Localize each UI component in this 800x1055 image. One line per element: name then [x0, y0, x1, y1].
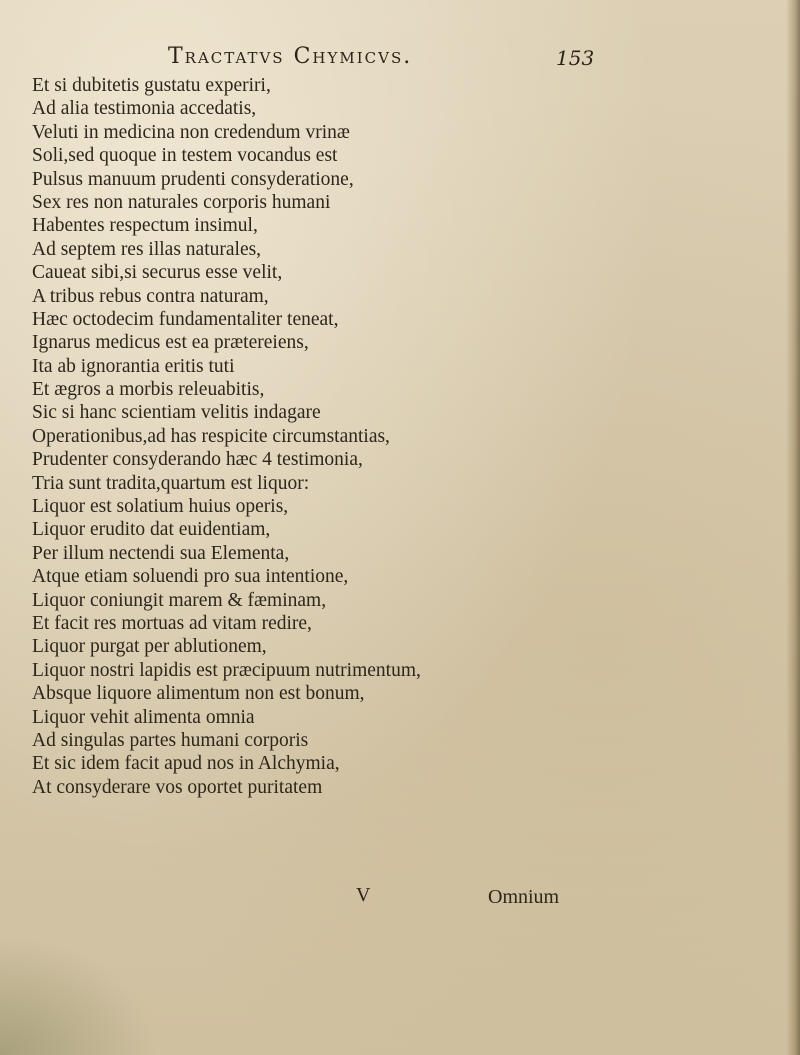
- text-line: Liquor coniungit marem & fæminam,: [32, 589, 327, 611]
- text-line: Ita ab ignorantia eritis tuti: [32, 355, 235, 377]
- text-line: Per illum nectendi sua Elementa,: [32, 542, 290, 564]
- text-line: Veluti in medicina non credendum vrinæ: [32, 121, 350, 143]
- text-line: Et si dubitetis gustatu experiri,: [32, 75, 271, 96]
- text-line: A tribus rebus contra naturam,: [32, 285, 269, 307]
- text-line: Et sic idem facit apud nos in Alchymia,: [32, 753, 340, 775]
- text-line: Soli,sed quoque in testem vocandus est: [32, 145, 338, 167]
- text-line: Caueat sibi,si securus esse velit,: [32, 262, 283, 284]
- text-line: Et ægros a morbis releuabitis,: [32, 379, 265, 401]
- page-footer: [0, 884, 800, 914]
- text-line: Liquor vehit alimenta omnia: [32, 706, 255, 728]
- text-line: Ad septem res illas naturales,: [32, 238, 262, 260]
- signature-mark: V: [356, 884, 371, 906]
- text-line: Liquor purgat per ablutionem,: [32, 636, 267, 658]
- catchword: Omnium: [488, 886, 560, 908]
- text-line: Absque liquore alimentum non est bonum,: [32, 683, 365, 705]
- verse-text: [32, 74, 632, 799]
- text-line: Liquor est solatium huius operis,: [32, 496, 289, 518]
- text-line: Liquor nostri lapidis est præcipuum nutrimentum,: [32, 659, 421, 681]
- text-line: Ad singulas partes humani corporis: [32, 729, 309, 751]
- text-line: Ad alia testimonia accedatis,: [32, 98, 257, 120]
- page-stain: [0, 935, 160, 1055]
- text-line: Hæc octodecim fundamentaliter teneat,: [32, 308, 339, 330]
- page-number: 153: [556, 46, 595, 70]
- running-title: Tractatvs Chymicvs.: [168, 44, 413, 69]
- text-line: Sic si hanc scientiam velitis indagare: [32, 402, 321, 424]
- text-line: At consyderare vos oportet puritatem: [32, 776, 323, 798]
- text-line: Tria sunt tradita,quartum est liquor:: [32, 472, 310, 494]
- text-line: Habentes respectum insimul,: [32, 215, 258, 237]
- text-line: Operationibus,ad has respicite circumstantias,: [32, 425, 390, 447]
- text-line: Liquor erudito dat euidentiam,: [32, 519, 271, 541]
- text-line: Et facit res mortuas ad vitam redire,: [32, 612, 312, 634]
- text-line: Pulsus manuum prudenti consyderatione,: [32, 168, 354, 190]
- text-line: Ignarus medicus est ea prætereiens,: [32, 332, 309, 354]
- text-line: Prudenter consyderando hæc 4 testimonia,: [32, 449, 363, 471]
- text-line: Atque etiam soluendi pro sua intentione,: [32, 566, 349, 588]
- text-line: Sex res non naturales corporis humani: [32, 191, 331, 213]
